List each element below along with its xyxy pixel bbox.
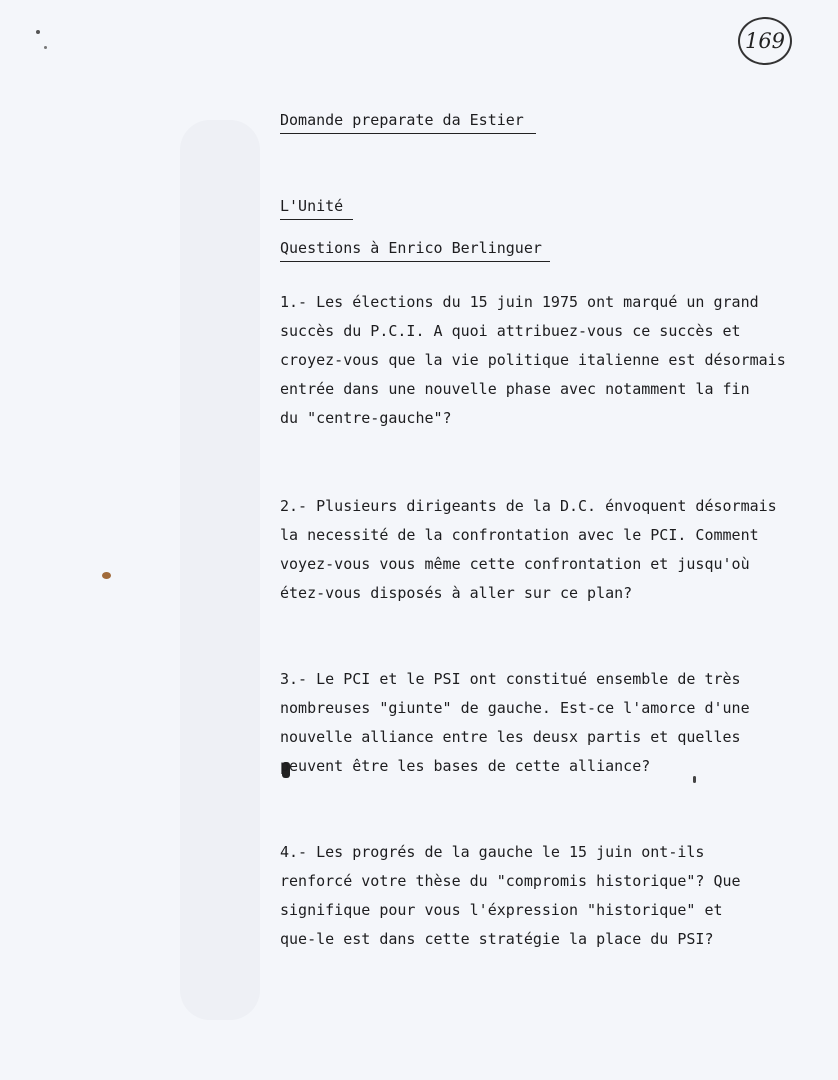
- document-title: Domande preparate da Estier: [280, 110, 536, 134]
- question-line: que-le est dans cette stratégie la place du PSI?: [280, 930, 714, 948]
- ink-spot: [36, 30, 40, 34]
- watermark-stain: [180, 120, 260, 1020]
- question-line: entrée dans une nouvelle phase avec notamment la fin: [280, 380, 750, 398]
- question-line: étez-vous disposés à aller sur ce plan?: [280, 584, 633, 602]
- question-line: croyez-vous que la vie politique italienne est désormais: [280, 351, 786, 369]
- rust-spot: [102, 572, 111, 579]
- question-line: du "centre-gauche"?: [280, 409, 452, 427]
- question-line: peuvent être les bases de cette alliance?: [280, 757, 651, 775]
- question-line: renforcé votre thèse du "compromis historique"? Que: [280, 872, 741, 890]
- question-line: nouvelle alliance entre les deusx partis et quelles: [280, 728, 741, 746]
- question-line: 2.- Plusieurs dirigeants de la D.C. énvoquent désormais: [280, 497, 777, 515]
- document-subtitle: Questions à Enrico Berlinguer: [280, 238, 550, 262]
- question-4: [280, 838, 820, 954]
- question-2: [280, 492, 820, 608]
- question-line: nombreuses "giunte" de gauche. Est-ce l'amorce d'une: [280, 699, 750, 717]
- question-line: succès du P.C.I. A quoi attribuez-vous ce succès et: [280, 322, 741, 340]
- ink-spot: [44, 46, 47, 49]
- question-line: 1.- Les élections du 15 juin 1975 ont marqué un grand: [280, 293, 759, 311]
- question-line: signifique pour vous l'éxpression "historique" et: [280, 901, 723, 919]
- question-line: voyez-vous vous même cette confrontation et jusqu'où: [280, 555, 750, 573]
- question-line: 4.- Les progrés de la gauche le 15 juin ont-ils: [280, 843, 705, 861]
- question-3: [280, 665, 820, 781]
- question-line: la necessité de la confrontation avec le PCI. Comment: [280, 526, 759, 544]
- question-1: [280, 288, 820, 433]
- newspaper-name: L'Unité: [280, 196, 353, 220]
- question-line: 3.- Le PCI et le PSI ont constitué ensemble de très: [280, 670, 741, 688]
- page-number-stamp: 169: [738, 17, 792, 65]
